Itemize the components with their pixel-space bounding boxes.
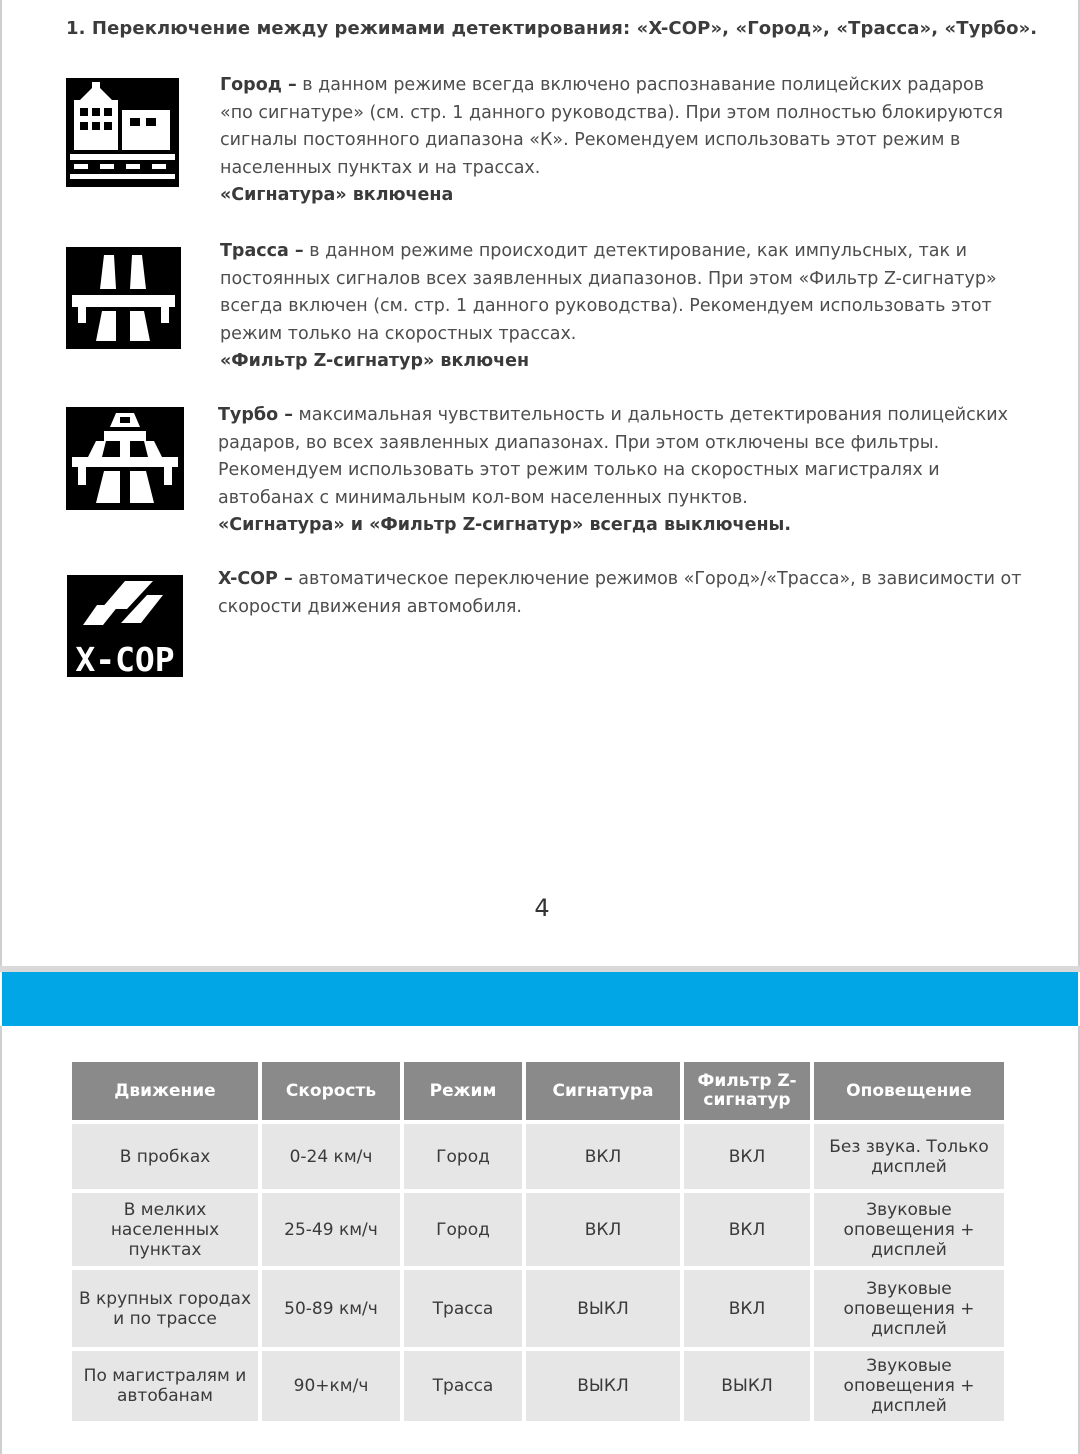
mode-name: Город – [220, 75, 297, 95]
mode-name: Трасса – [220, 241, 304, 261]
mode-description [218, 566, 1023, 621]
table-cell: Без звука. Только дисплей [814, 1124, 1004, 1189]
column-header: Фильтр Z-сигнатур [684, 1062, 810, 1120]
page-number: 4 [534, 894, 550, 922]
mode-body: в данном режиме всегда включено распознавание полицейских радаров «по сигнатуре» (см. стр. 1 данного руководства). При этом полностью блокируются сигналы постоянного диапазона «К». Рекомендуем использовать этот режим в населенных пунктах и на трассах. [220, 75, 1004, 178]
table-cell: Звуковые оповещения + дисплей [814, 1270, 1004, 1347]
turbo-icon [66, 407, 184, 510]
mode-body: в данном режиме происходит детектирование, как импульсных, так и постоянных сигналов всех заявленных диапазонов. При этом «Фильтр Z-сигнатур» всегда включен (см. стр. 1 данного руководства). Рекомендуем использовать этот режим только на скоростных трассах. [220, 241, 997, 344]
table-cell: ВЫКЛ [684, 1351, 810, 1421]
table-header-row [72, 1062, 1004, 1120]
table-cell: Звуковые оповещения + дисплей [814, 1193, 1004, 1266]
xcop-icon-label: X-COP [75, 640, 175, 677]
table-row [72, 1124, 1004, 1189]
mode-description [218, 402, 1023, 540]
mode-description [220, 238, 1020, 376]
mode-status: «Сигнатура» включена [220, 185, 454, 205]
city-icon [66, 78, 179, 187]
xcop-icon [67, 575, 183, 677]
column-header: Режим [404, 1062, 522, 1120]
table-cell: По магистралям и автобанам [72, 1351, 258, 1421]
mode-body: максимальная чувствительность и дальность детектирования полицейских радаров, во всех заявленных диапазонах. При этом отключены все фильтры. Рекомендуем использовать этот режим только на скоростных магистралях и автобанах с минимальным кол-вом населенных пунктов. [218, 405, 1009, 508]
table-cell: ВКЛ [526, 1124, 680, 1189]
mode-body: автоматическое переключение режимов «Город»/«Трасса», в зависимости от скорости движения автомобиля. [218, 569, 1022, 617]
highway-icon [66, 247, 181, 349]
table-cell: В пробках [72, 1124, 258, 1189]
table-cell: Город [404, 1124, 522, 1189]
column-header: Движение [72, 1062, 258, 1120]
table-cell: Город [404, 1193, 522, 1266]
modes-table [68, 1058, 1008, 1425]
table-cell: ВКЛ [684, 1124, 810, 1189]
table-cell: Трасса [404, 1270, 522, 1347]
table-row [72, 1351, 1004, 1421]
table-cell: 50-89 км/ч [262, 1270, 400, 1347]
mode-name: Турбо – [218, 405, 293, 425]
table-cell: Звуковые оповещения + дисплей [814, 1351, 1004, 1421]
mode-name: X-COP – [218, 569, 293, 589]
mode-status: «Фильтр Z-сигнатур» включен [220, 351, 530, 371]
table-cell: ВКЛ [526, 1193, 680, 1266]
table-cell: 25-49 км/ч [262, 1193, 400, 1266]
table-cell: 90+км/ч [262, 1351, 400, 1421]
column-header: Скорость [262, 1062, 400, 1120]
table-row [72, 1193, 1004, 1266]
column-header: Оповещение [814, 1062, 1004, 1120]
table-cell: ВКЛ [684, 1193, 810, 1266]
table-cell: В крупных городах и по трассе [72, 1270, 258, 1347]
blue-header-band [2, 972, 1078, 1026]
table-cell: ВЫКЛ [526, 1270, 680, 1347]
table-row [72, 1270, 1004, 1347]
column-header: Сигнатура [526, 1062, 680, 1120]
table-cell: ВЫКЛ [526, 1351, 680, 1421]
table-cell: ВКЛ [684, 1270, 810, 1347]
table-cell: В мелких населенных пунктах [72, 1193, 258, 1266]
mode-description [220, 72, 1020, 210]
section-heading: 1. Переключение между режимами детектирования: «X-COP», «Город», «Трасса», «Турбо». [66, 18, 1038, 39]
table-cell: Трасса [404, 1351, 522, 1421]
table-cell: 0-24 км/ч [262, 1124, 400, 1189]
mode-status: «Сигнатура» и «Фильтр Z-сигнатур» всегда выключены. [218, 515, 792, 535]
